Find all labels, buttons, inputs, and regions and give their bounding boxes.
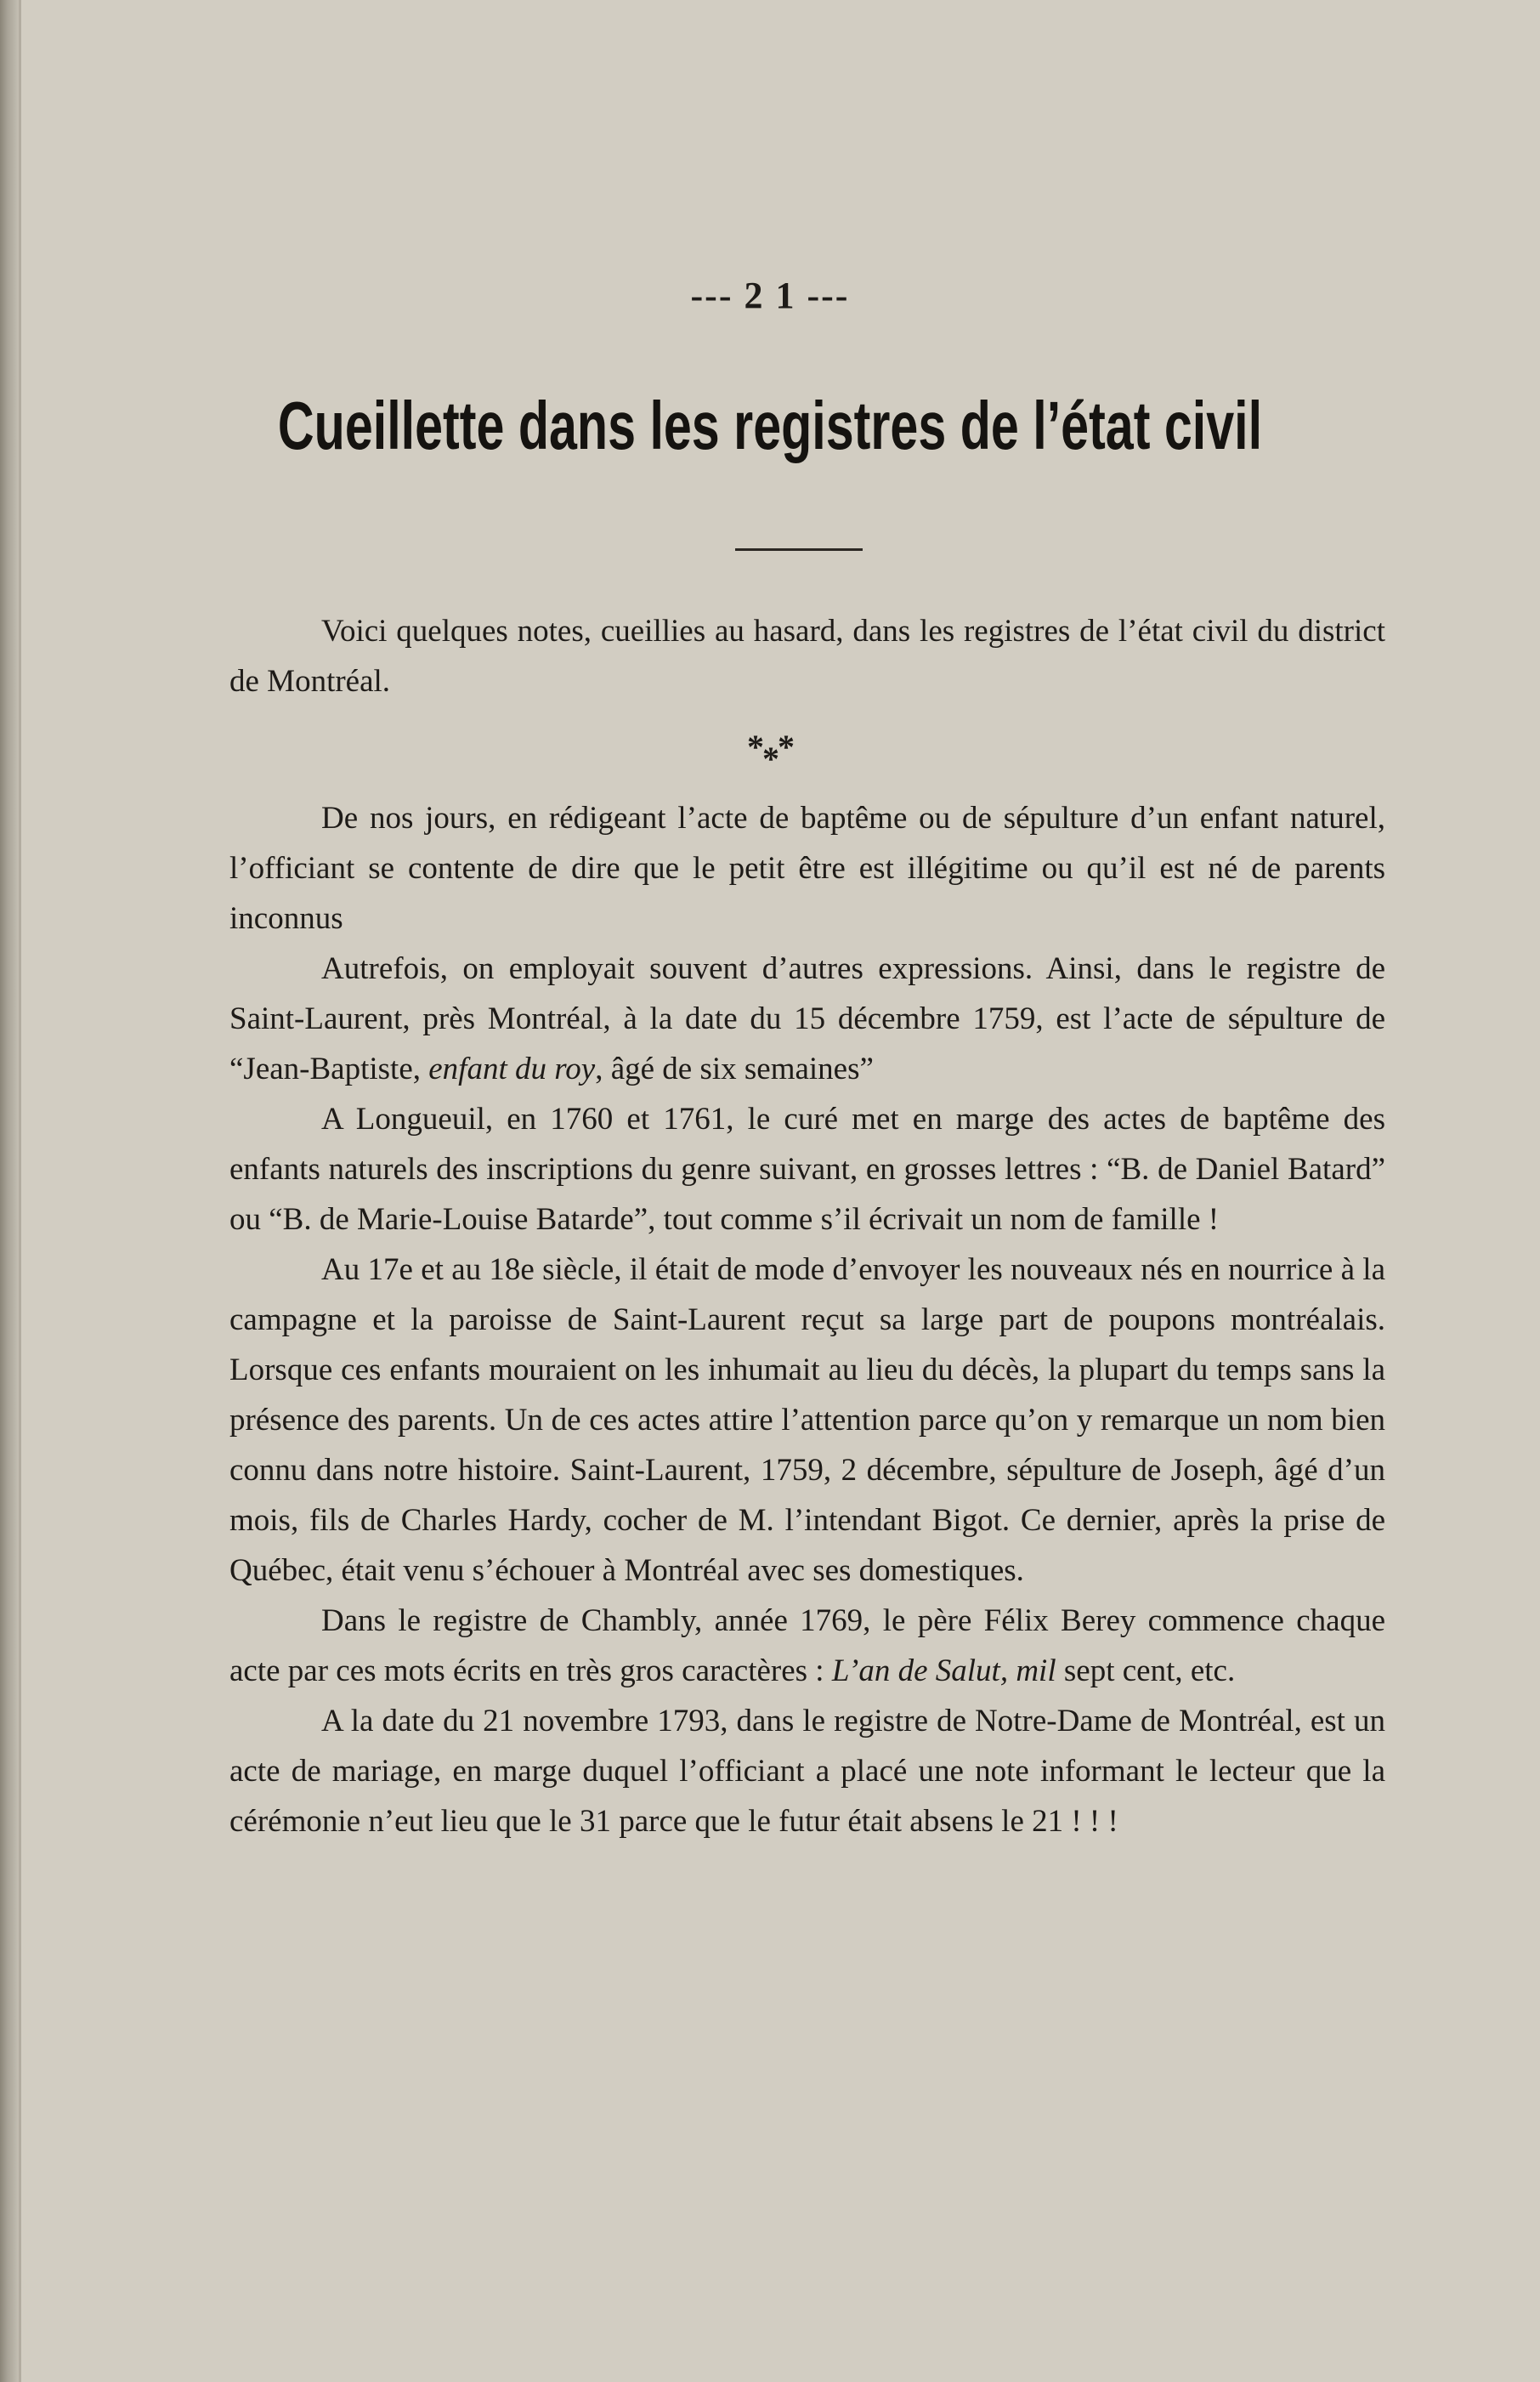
asterism-star-left: *	[747, 728, 764, 766]
paragraph-text: Autrefois, on employait souvent d’autres expressions. Ainsi, dans le registre de Saint-Laurent, près Montréal, à la date du 15 décembre 1759, est l’acte de sépulture de “Jean-Baptiste,	[229, 951, 1385, 1086]
body-text	[229, 793, 1385, 1846]
paragraph-nourrice	[229, 1245, 1385, 1596]
paragraph-text: A Longueuil, en 1760 et 1761, le curé met en marge des actes de baptême des enfants naturels des inscriptions du genre suivant, en grosses lettres : “B. de Daniel Batard” ou “B. de Marie-Louise Batarde”, tout comme s’il écrivait un nom de famille !	[229, 1102, 1385, 1237]
paragraph-notre-dame	[229, 1696, 1385, 1846]
paragraph-autrefois	[229, 944, 1385, 1094]
intro-block	[229, 606, 1385, 706]
paragraph-text: De nos jours, en rédigeant l’acte de baptême ou de sépulture d’un enfant naturel, l’officiant se contente de dire que le petit être est illégitime ou qu’il est né de parents inconnus	[229, 801, 1385, 936]
title-divider	[735, 548, 863, 551]
paragraph-italic-text: L’an de Salut, mil	[831, 1653, 1056, 1688]
paragraph-text: Dans le registre de Chambly, année 1769, le père Félix Berey commence chaque acte par ces mots écrits en très gros caractères :	[229, 1603, 1385, 1688]
intro-paragraph: Voici quelques notes, cueillies au hasard, dans les registres de l’état civil du district de Montréal.	[229, 614, 1385, 699]
paragraph-text: Au 17e et au 18e siècle, il était de mode d’envoyer les nouveaux nés en nourrice à la campagne et la paroisse de Saint-Laurent reçut sa large part de poupons montréalais. Lorsque ces enfants mouraient on les inhumait au lieu du décès, la plupart du temps sans la présence des parents. Un de ces actes attire l’attention parce qu’on y remarque un nom bien connu dans notre histoire. Saint-Laurent, 1759, 2 décembre, sépulture de Joseph, âgé d’un mois, fils de Charles Hardy, cocher de M. l’intendant Bigot. Ce dernier, après la prise de Québec, était venu s’échouer à Montréal avec ses domestiques.	[229, 1252, 1385, 1588]
page-binding-edge	[0, 0, 19, 2382]
paragraph-nos-jours	[229, 793, 1385, 944]
paragraph-text: , âgé de six semaines”	[595, 1052, 874, 1086]
article-title: Cueillette dans les registres de l’état civil	[277, 388, 1263, 463]
paragraph-italic-text: enfant du roy	[428, 1052, 596, 1086]
page-binding-shadow	[19, 0, 21, 2382]
page-number: --- 2 1 ---	[690, 275, 850, 316]
paragraph-text: A la date du 21 novembre 1793, dans le registre de Notre-Dame de Montréal, est un acte de mariage, en marge duquel l’officiant a placé une note informant le lecteur que la cérémonie n’eut lieu que le 31 parce que le futur était absens le 21 ! ! !	[229, 1704, 1385, 1839]
paragraph-text: sept cent, etc.	[1056, 1653, 1236, 1688]
asterism-star-middle: *	[762, 740, 779, 778]
asterism-star-right: *	[778, 728, 795, 766]
paragraph-longueuil	[229, 1094, 1385, 1245]
section-asterism	[0, 727, 1540, 778]
paragraph-chambly	[229, 1596, 1385, 1696]
